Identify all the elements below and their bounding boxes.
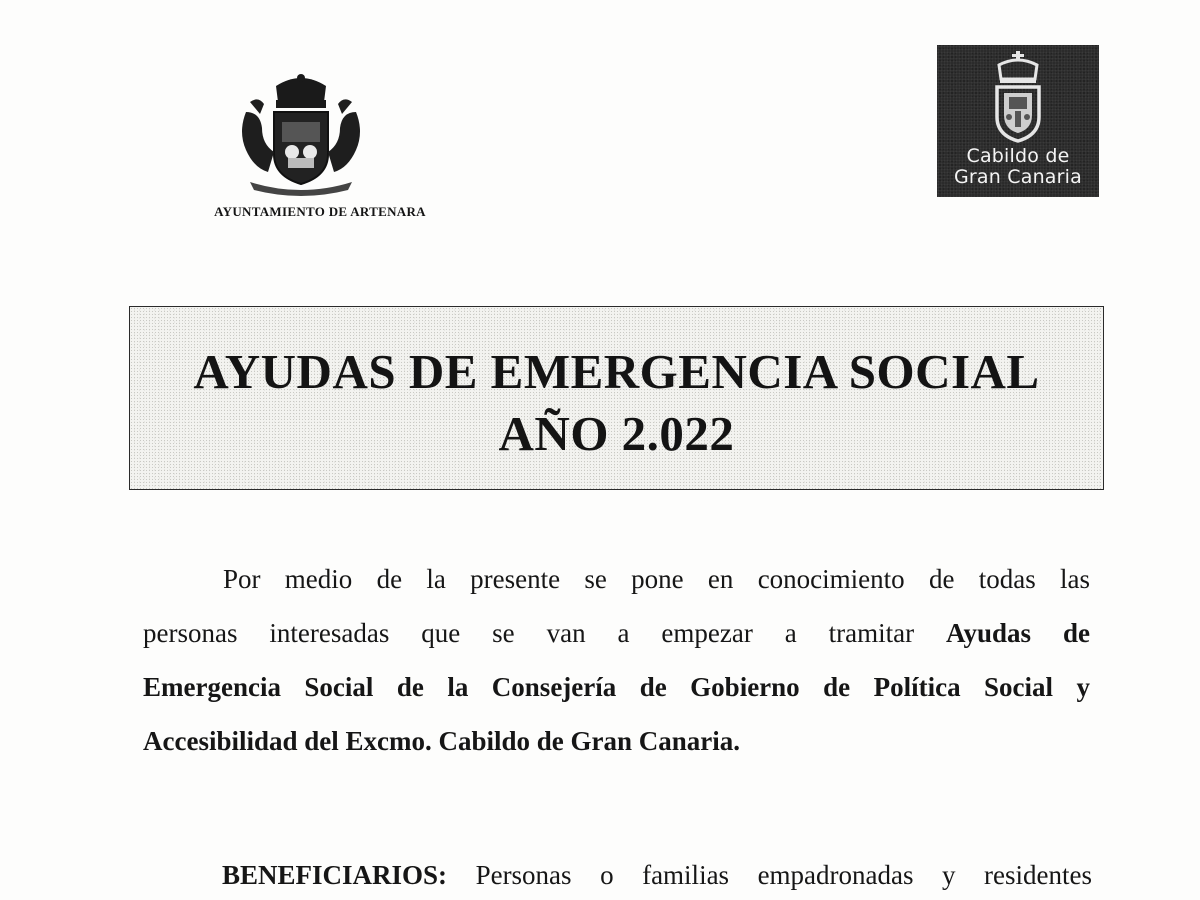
cabildo-logo-line2: Gran Canaria — [954, 166, 1082, 188]
intro-line-1: Por medio de la presente se pone en conocimiento de todas las — [223, 564, 1090, 594]
intro-line-2-bold: Ayudas de — [946, 618, 1090, 648]
cabildo-logo-text — [937, 146, 1099, 188]
artenara-coat-of-arms-icon — [236, 72, 366, 196]
intro-line-3: Emergencia Social de la Consejería de Gobierno de Política Social y — [143, 672, 1090, 702]
beneficiaries-line — [222, 858, 1092, 892]
intro-line-2-normal: personas interesadas que se van a empezar a tramitar — [143, 618, 915, 648]
title-line-2: AÑO 2.022 — [498, 406, 735, 461]
cabildo-logo — [937, 45, 1099, 197]
cabildo-logo-line1: Cabildo de — [966, 145, 1070, 167]
intro-line-2 — [143, 616, 1090, 650]
artenara-org-name: AYUNTAMIENTO DE ARTENARA — [214, 204, 426, 219]
beneficiaries-label: BENEFICIARIOS: — [222, 860, 448, 890]
title-line-1: AYUDAS DE EMERGENCIA SOCIAL — [193, 344, 1040, 399]
beneficiaries-text: Personas o familias empadronadas y residentes — [475, 860, 1092, 890]
cabildo-coat-of-arms-icon — [987, 51, 1049, 143]
intro-line-4: Accesibilidad del Excmo. Cabildo de Gran Canaria. — [143, 726, 741, 756]
title-box — [129, 306, 1104, 490]
